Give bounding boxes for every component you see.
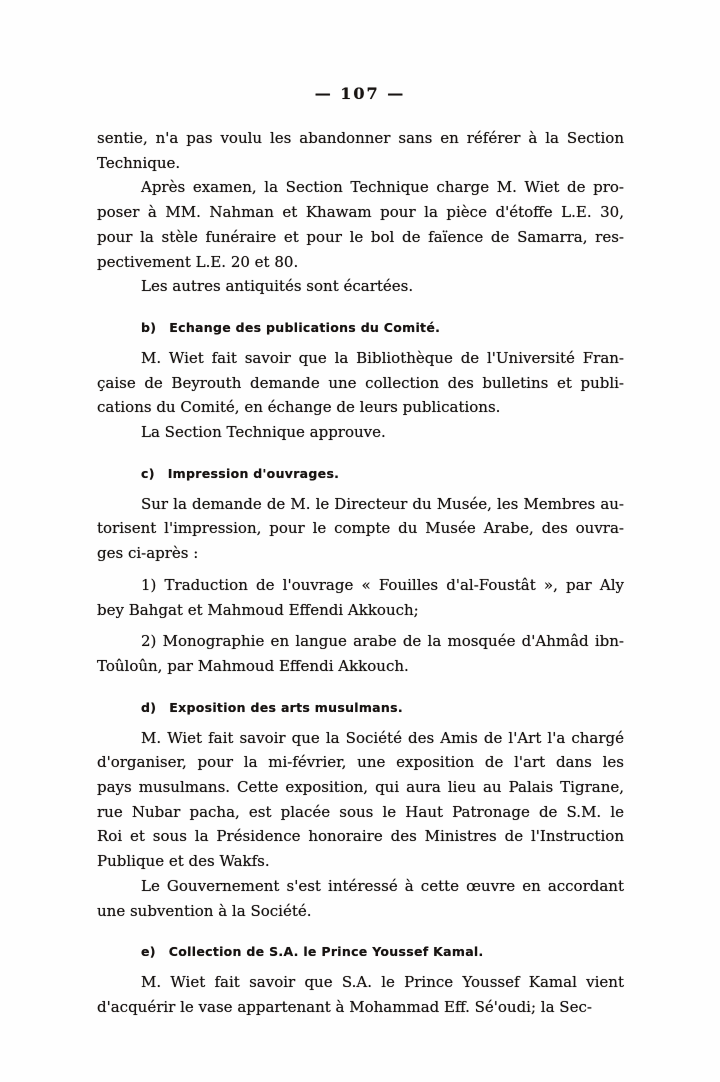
list-item [97,629,624,678]
text-paragraph [97,492,624,566]
section-heading [141,466,624,481]
heading-label: b) [141,319,157,335]
text-line: La Section Technique approuve. [141,423,386,442]
text-line: M. Wiet fait savoir que S.A. le Prince Youssef Kamal vient [141,973,624,992]
text-line: Le Gouvernement s'est intéressé à cette œuvre en accordant [141,876,624,895]
heading-text: Impression d'ouvrages. [167,465,340,481]
section-heading [141,944,624,959]
text-line: ges ci-après : [97,544,199,563]
text-line: bey Bahgat et Mahmoud Effendi Akkouch; [97,600,419,619]
heading-text: Echange des publications du Comité. [169,319,441,335]
page-number: — 107 — [314,84,406,103]
text-paragraph [97,126,624,175]
text-paragraph [97,346,624,420]
text-line: pectivement L.E. 20 et 80. [97,252,299,271]
text-line: Toûloûn, par Mahmoud Effendi Akkouch. [97,656,409,675]
heading-label: d) [141,699,157,715]
text-line: Publique et des Wakfs. [97,852,270,871]
section-heading [141,700,624,715]
section-heading [141,320,624,335]
text-paragraph [97,970,624,1019]
text-line: cations du Comité, en échange de leurs publications. [97,398,501,417]
text-line: d'acquérir le vase appartenant à Mohammad Eff. Sé'oudi; la Sec- [97,997,592,1016]
heading-text: Collection de S.A. le Prince Youssef Kamal. [168,944,484,960]
text-line: Les autres antiquités sont écartées. [141,277,414,296]
list-item [97,573,624,622]
heading-text: Exposition des arts musulmans. [169,699,403,715]
text-paragraph [97,274,624,299]
text-paragraph [97,175,624,274]
text-line: çaise de Beyrouth demande une collection des bulletins et publi- [97,373,624,392]
text-line: une subvention à la Société. [97,901,312,920]
text-line: poser à MM. Nahman et Khawam pour la pièce d'étoffe L.E. 30, [97,203,624,222]
text-paragraph [97,874,624,923]
text-line: M. Wiet fait savoir que la Société des Amis de l'Art l'a chargé [141,728,624,747]
text-line: 1) Traduction de l'ouvrage « Fouilles d'al-Foustât », par Aly [141,575,624,594]
text-line: M. Wiet fait savoir que la Bibliothèque de l'Université Fran- [141,348,624,367]
text-line: sentie, n'a pas voulu les abandonner sans en référer à la Section [97,129,624,147]
text-paragraph [97,726,624,874]
text-line: 2) Monographie en langue arabe de la mosquée d'Ahmâd ibn- [141,632,624,651]
text-line: rue Nubar pacha, est placée sous le Haut Patronage de S.M. le [97,802,624,821]
text-line: Roi et sous la Présidence honoraire des Ministres de l'Instruction [97,827,624,846]
text-line: d'organiser, pour la mi-février, une exposition de l'art dans les [97,753,624,772]
text-line: torisent l'impression, pour le compte du Musée Arabe, des ouvra- [97,519,624,538]
text-line: Sur la demande de M. le Directeur du Musée, les Membres au- [141,494,624,513]
text-line: pour la stèle funéraire et pour le bol de faïence de Samarra, res- [97,227,624,246]
heading-label: e) [141,944,156,960]
heading-label: c) [141,465,155,481]
text-line: pays musulmans. Cette exposition, qui aura lieu au Palais Tigrane, [97,778,624,797]
text-paragraph [97,420,624,445]
document-body [97,126,624,1020]
text-line: Après examen, la Section Technique charge M. Wiet de pro- [141,178,624,197]
text-line: Technique. [97,153,181,172]
